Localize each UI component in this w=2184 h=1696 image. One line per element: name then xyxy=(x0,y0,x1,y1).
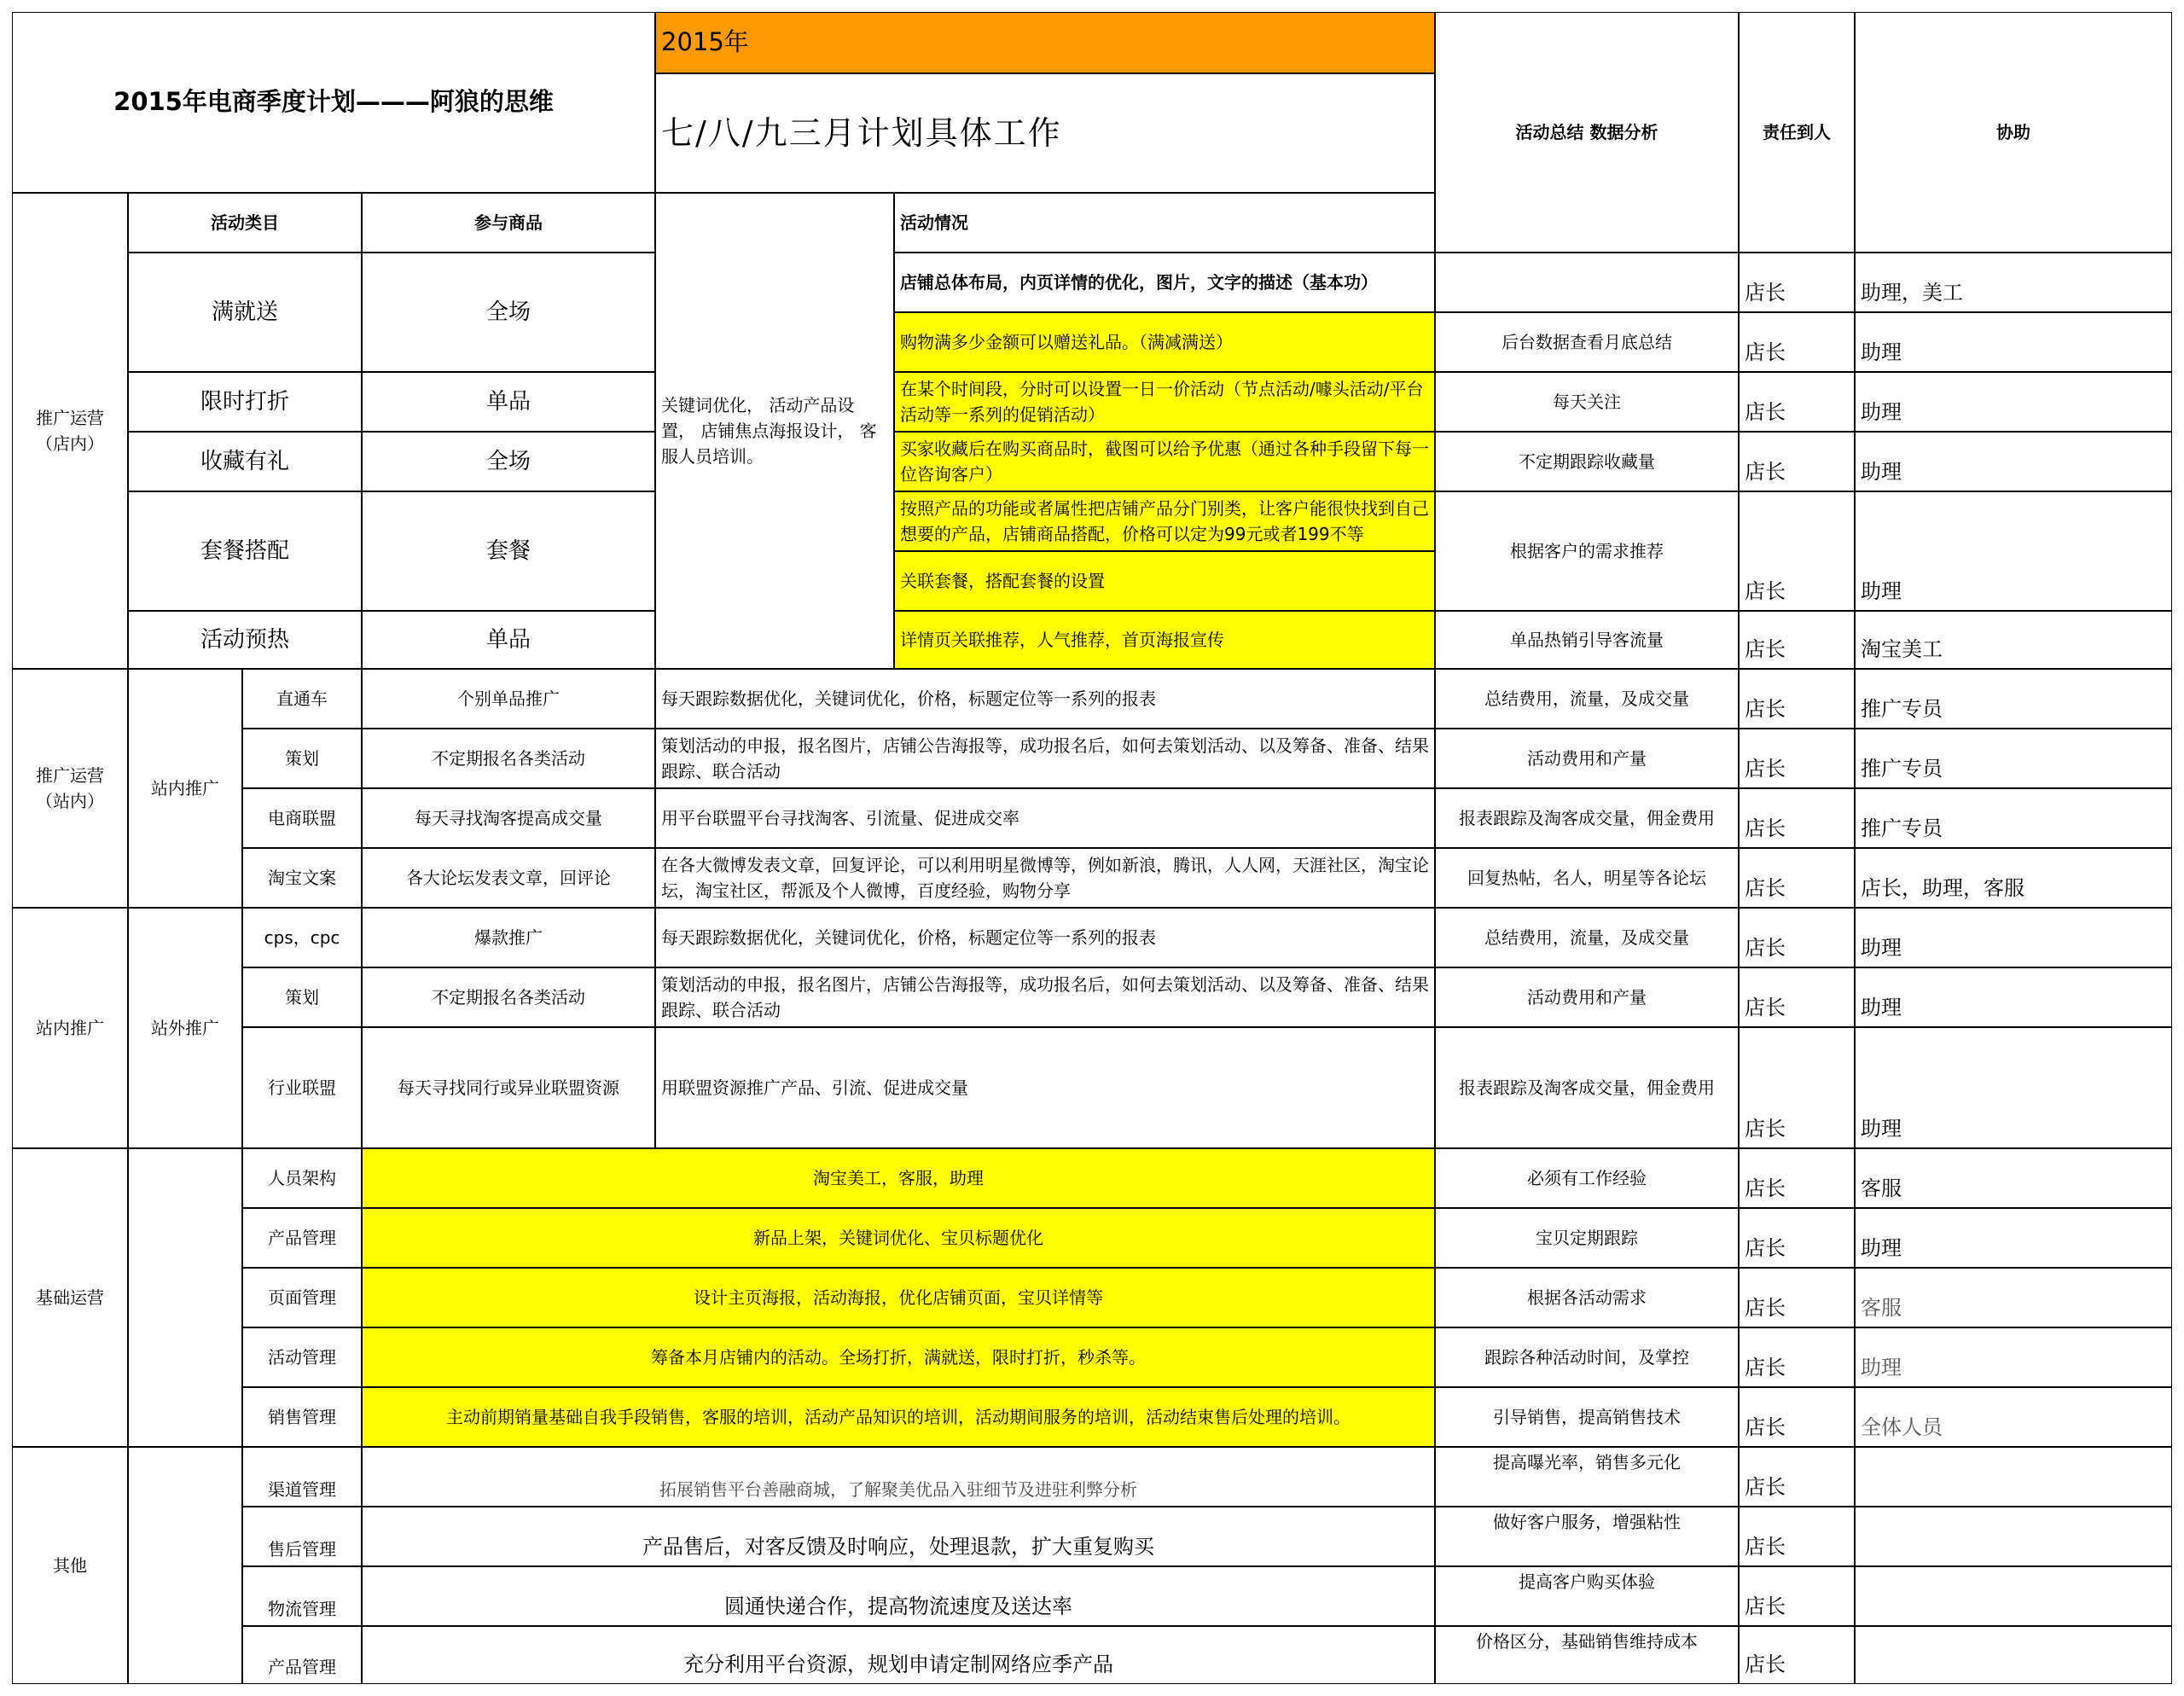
plan-subtitle: 七/八/九三月计划具体工作 xyxy=(655,73,1435,193)
assist-layout: 助理，美工 xyxy=(1855,253,2172,312)
situation-yure: 详情页关联推荐，人气推荐，首页海报宣传 xyxy=(894,611,1435,669)
s4-summary-4: 引导销售，提高销售技术 xyxy=(1435,1387,1739,1447)
subgroup-basic-empty xyxy=(128,1148,242,1447)
summary-layout xyxy=(1435,253,1739,312)
category-header: 活动类目 xyxy=(128,193,362,253)
summary-taocan: 根据客户的需求推荐 xyxy=(1435,491,1739,611)
s3-owner-1: 店长 xyxy=(1739,967,1855,1027)
s5-assist-2 xyxy=(1855,1566,2172,1626)
s3-owner-0: 店长 xyxy=(1739,908,1855,967)
s3-summary-2: 报表跟踪及淘客成交量，佣金费用 xyxy=(1435,1027,1739,1148)
s4-summary-1: 宝贝定期跟踪 xyxy=(1435,1208,1739,1268)
goods-shoucang: 全场 xyxy=(362,432,655,491)
group-onsite: 推广运营 （站内） xyxy=(12,669,128,908)
assist-yure: 淘宝美工 xyxy=(1855,611,2172,669)
sheet-title: 2015年电商季度计划———阿狼的思维 xyxy=(12,12,655,193)
s3-goods-1: 不定期报名各类活动 xyxy=(362,967,655,1027)
situation-xianshi: 在某个时间段，分时可以设置一日一价活动（节点活动/噱头活动/平台活动等一系列的促销活动） xyxy=(894,372,1435,432)
goods-header: 参与商品 xyxy=(362,193,655,253)
s2-goods-2: 每天寻找淘客提高成交量 xyxy=(362,788,655,848)
s4-owner-1: 店长 xyxy=(1739,1208,1855,1268)
cat-yure: 活动预热 xyxy=(128,611,362,669)
s3-assist-1: 助理 xyxy=(1855,967,2172,1027)
summary-manjiusong: 后台数据查看月底总结 xyxy=(1435,312,1739,372)
group-other: 其他 xyxy=(12,1447,128,1684)
s2-cat-1: 策划 xyxy=(242,729,362,788)
s3-situation-2: 用联盟资源推广产品、引流、促进成交量 xyxy=(655,1027,1435,1148)
s4-owner-0: 店长 xyxy=(1739,1148,1855,1208)
situation-manjiusong: 购物满多少金额可以赠送礼品。（满减满送） xyxy=(894,312,1435,372)
subgroup-other-empty xyxy=(128,1447,242,1684)
s5-situation-0: 拓展销售平台善融商城，了解聚美优品入驻细节及进驻利弊分析 xyxy=(362,1447,1435,1507)
s2-situation-2: 用平台联盟平台寻找淘客、引流量、促进成交率 xyxy=(655,788,1435,848)
owner-layout: 店长 xyxy=(1739,253,1855,312)
s2-goods-3: 各大论坛发表文章，回评论 xyxy=(362,848,655,908)
s2-summary-2: 报表跟踪及淘客成交量，佣金费用 xyxy=(1435,788,1739,848)
s4-summary-0: 必须有工作经验 xyxy=(1435,1148,1739,1208)
s5-summary-0: 提高曝光率，销售多元化 xyxy=(1435,1447,1739,1507)
s5-assist-1 xyxy=(1855,1507,2172,1566)
s2-owner-0: 店长 xyxy=(1739,669,1855,729)
s4-situation-2: 设计主页海报，活动海报，优化店铺页面，宝贝详情等 xyxy=(362,1268,1435,1327)
s3-summary-0: 总结费用，流量，及成交量 xyxy=(1435,908,1739,967)
s3-assist-2: 助理 xyxy=(1855,1027,2172,1148)
cat-manjiusong: 满就送 xyxy=(128,253,362,372)
group-basic: 基础运营 xyxy=(12,1148,128,1447)
cat-shoucang: 收藏有礼 xyxy=(128,432,362,491)
s2-owner-2: 店长 xyxy=(1739,788,1855,848)
s2-assist-2: 推广专员 xyxy=(1855,788,2172,848)
s5-cat-0: 渠道管理 xyxy=(242,1447,362,1507)
s4-assist-4: 全体人员 xyxy=(1855,1387,2172,1447)
assist-taocan: 助理 xyxy=(1855,491,2172,611)
s4-cat-0: 人员架构 xyxy=(242,1148,362,1208)
s4-cat-2: 页面管理 xyxy=(242,1268,362,1327)
s2-summary-3: 回复热帖，名人，明星等各论坛 xyxy=(1435,848,1739,908)
s4-owner-3: 店长 xyxy=(1739,1327,1855,1387)
s3-cat-1: 策划 xyxy=(242,967,362,1027)
s5-situation-1: 产品售后，对客反馈及时响应，处理退款，扩大重复购买 xyxy=(362,1507,1435,1566)
s5-cat-3: 产品管理 xyxy=(242,1626,362,1684)
s5-owner-1: 店长 xyxy=(1739,1507,1855,1566)
s3-owner-2: 店长 xyxy=(1739,1027,1855,1148)
goods-xianshi: 单品 xyxy=(362,372,655,432)
s2-assist-1: 推广专员 xyxy=(1855,729,2172,788)
s2-summary-0: 总结费用，流量，及成交量 xyxy=(1435,669,1739,729)
s3-assist-0: 助理 xyxy=(1855,908,2172,967)
s4-assist-1: 助理 xyxy=(1855,1208,2172,1268)
goods-yure: 单品 xyxy=(362,611,655,669)
s3-goods-2: 每天寻找同行或异业联盟资源 xyxy=(362,1027,655,1148)
s4-assist-3: 助理 xyxy=(1855,1327,2172,1387)
cat-taocan: 套餐搭配 xyxy=(128,491,362,611)
s4-owner-4: 店长 xyxy=(1739,1387,1855,1447)
year-cell: 2015年 xyxy=(655,12,1435,73)
s2-cat-0: 直通车 xyxy=(242,669,362,729)
s4-cat-4: 销售管理 xyxy=(242,1387,362,1447)
s4-assist-0: 客服 xyxy=(1855,1148,2172,1208)
s2-owner-3: 店长 xyxy=(1739,848,1855,908)
situation-taocan: 关联套餐，搭配套餐的设置 xyxy=(894,551,1435,611)
owner-shoucang: 店长 xyxy=(1739,432,1855,491)
s5-assist-0 xyxy=(1855,1447,2172,1507)
summary-header: 活动总结 数据分析 xyxy=(1435,12,1739,253)
s5-owner-0: 店长 xyxy=(1739,1447,1855,1507)
assist-header: 协助 xyxy=(1855,12,2172,253)
s5-summary-1: 做好客户服务，增强粘性 xyxy=(1435,1507,1739,1566)
s5-assist-3 xyxy=(1855,1626,2172,1684)
assist-shoucang: 助理 xyxy=(1855,432,2172,491)
s2-goods-1: 不定期报名各类活动 xyxy=(362,729,655,788)
s2-situation-1: 策划活动的申报，报名图片，店铺公告海报等，成功报名后，如何去策划活动、以及筹备、准备、结果跟踪、联合活动 xyxy=(655,729,1435,788)
s5-owner-2: 店长 xyxy=(1739,1566,1855,1626)
s4-assist-2: 客服 xyxy=(1855,1268,2172,1327)
s4-situation-3: 筹备本月店铺内的活动。全场打折，满就送，限时打折，秒杀等。 xyxy=(362,1327,1435,1387)
s4-situation-1: 新品上架，关键词优化、宝贝标题优化 xyxy=(362,1208,1435,1268)
owner-yure: 店长 xyxy=(1739,611,1855,669)
summary-xianshi: 每天关注 xyxy=(1435,372,1739,432)
s2-situation-0: 每天跟踪数据优化，关键词优化，价格，标题定位等一系列的报表 xyxy=(655,669,1435,729)
summary-yure: 单品热销引导客流量 xyxy=(1435,611,1739,669)
s4-situation-0: 淘宝美工，客服，助理 xyxy=(362,1148,1435,1208)
s5-situation-3: 充分利用平台资源，规划申请定制网络应季产品 xyxy=(362,1626,1435,1684)
s5-cat-1: 售后管理 xyxy=(242,1507,362,1566)
s2-cat-3: 淘宝文案 xyxy=(242,848,362,908)
summary-shoucang: 不定期跟踪收藏量 xyxy=(1435,432,1739,491)
s3-situation-0: 每天跟踪数据优化，关键词优化，价格，标题定位等一系列的报表 xyxy=(655,908,1435,967)
group-s3: 站内推广 xyxy=(12,908,128,1148)
owner-taocan: 店长 xyxy=(1739,491,1855,611)
s2-assist-3: 店长，助理，客服 xyxy=(1855,848,2172,908)
s2-goods-0: 个别单品推广 xyxy=(362,669,655,729)
s4-owner-2: 店长 xyxy=(1739,1268,1855,1327)
s2-owner-1: 店长 xyxy=(1739,729,1855,788)
s3-summary-1: 活动费用和产量 xyxy=(1435,967,1739,1027)
s4-cat-1: 产品管理 xyxy=(242,1208,362,1268)
s2-cat-2: 电商联盟 xyxy=(242,788,362,848)
instore-desc: 关键词优化， 活动产品设置， 店铺焦点海报设计， 客服人员培训。 xyxy=(655,193,894,669)
situation-layout: 店铺总体布局，内页详情的优化，图片，文字的描述（基本功） xyxy=(894,253,1435,312)
situation-shoucang: 买家收藏后在购买商品时，截图可以给予优惠（通过各种手段留下每一位咨询客户） xyxy=(894,432,1435,491)
owner-header: 责任到人 xyxy=(1739,12,1855,253)
s5-summary-2: 提高客户购买体验 xyxy=(1435,1566,1739,1626)
s3-cat-0: cps，cpc xyxy=(242,908,362,967)
cat-xianshi: 限时打折 xyxy=(128,372,362,432)
s4-summary-3: 跟踪各种活动时间，及掌控 xyxy=(1435,1327,1739,1387)
situation-header: 活动情况 xyxy=(894,193,1435,253)
assist-manjiusong: 助理 xyxy=(1855,312,2172,372)
s5-summary-3: 价格区分，基础销售维持成本 xyxy=(1435,1626,1739,1684)
s2-situation-3: 在各大微博发表文章，回复评论，可以利用明星微博等，例如新浪，腾讯，人人网，天涯社区，淘宝论坛，淘宝社区，帮派及个人微博，百度经验，购物分享 xyxy=(655,848,1435,908)
s2-summary-1: 活动费用和产量 xyxy=(1435,729,1739,788)
subgroup-offsite: 站外推广 xyxy=(128,908,242,1148)
owner-xianshi: 店长 xyxy=(1739,372,1855,432)
s5-owner-3: 店长 xyxy=(1739,1626,1855,1684)
s2-assist-0: 推广专员 xyxy=(1855,669,2172,729)
s4-summary-2: 根据各活动需求 xyxy=(1435,1268,1739,1327)
s4-situation-4: 主动前期销量基础自我手段销售，客服的培训，活动产品知识的培训，活动期间服务的培训，活动结束售后处理的培训。 xyxy=(362,1387,1435,1447)
s5-situation-2: 圆通快递合作，提高物流速度及送达率 xyxy=(362,1566,1435,1626)
s4-cat-3: 活动管理 xyxy=(242,1327,362,1387)
situation-fenlei: 按照产品的功能或者属性把店铺产品分门别类，让客户能很快找到自己想要的产品，店铺商品搭配，价格可以定为99元或者199不等 xyxy=(894,491,1435,551)
group-instore: 推广运营 （店内） xyxy=(12,193,128,669)
s5-cat-2: 物流管理 xyxy=(242,1566,362,1626)
goods-taocan: 套餐 xyxy=(362,491,655,611)
assist-xianshi: 助理 xyxy=(1855,372,2172,432)
subgroup-onsite: 站内推广 xyxy=(128,669,242,908)
s3-situation-1: 策划活动的申报，报名图片，店铺公告海报等，成功报名后，如何去策划活动、以及筹备、准备、结果跟踪、联合活动 xyxy=(655,967,1435,1027)
goods-manjiusong: 全场 xyxy=(362,253,655,372)
s3-goods-0: 爆款推广 xyxy=(362,908,655,967)
s3-cat-2: 行业联盟 xyxy=(242,1027,362,1148)
owner-manjiusong: 店长 xyxy=(1739,312,1855,372)
